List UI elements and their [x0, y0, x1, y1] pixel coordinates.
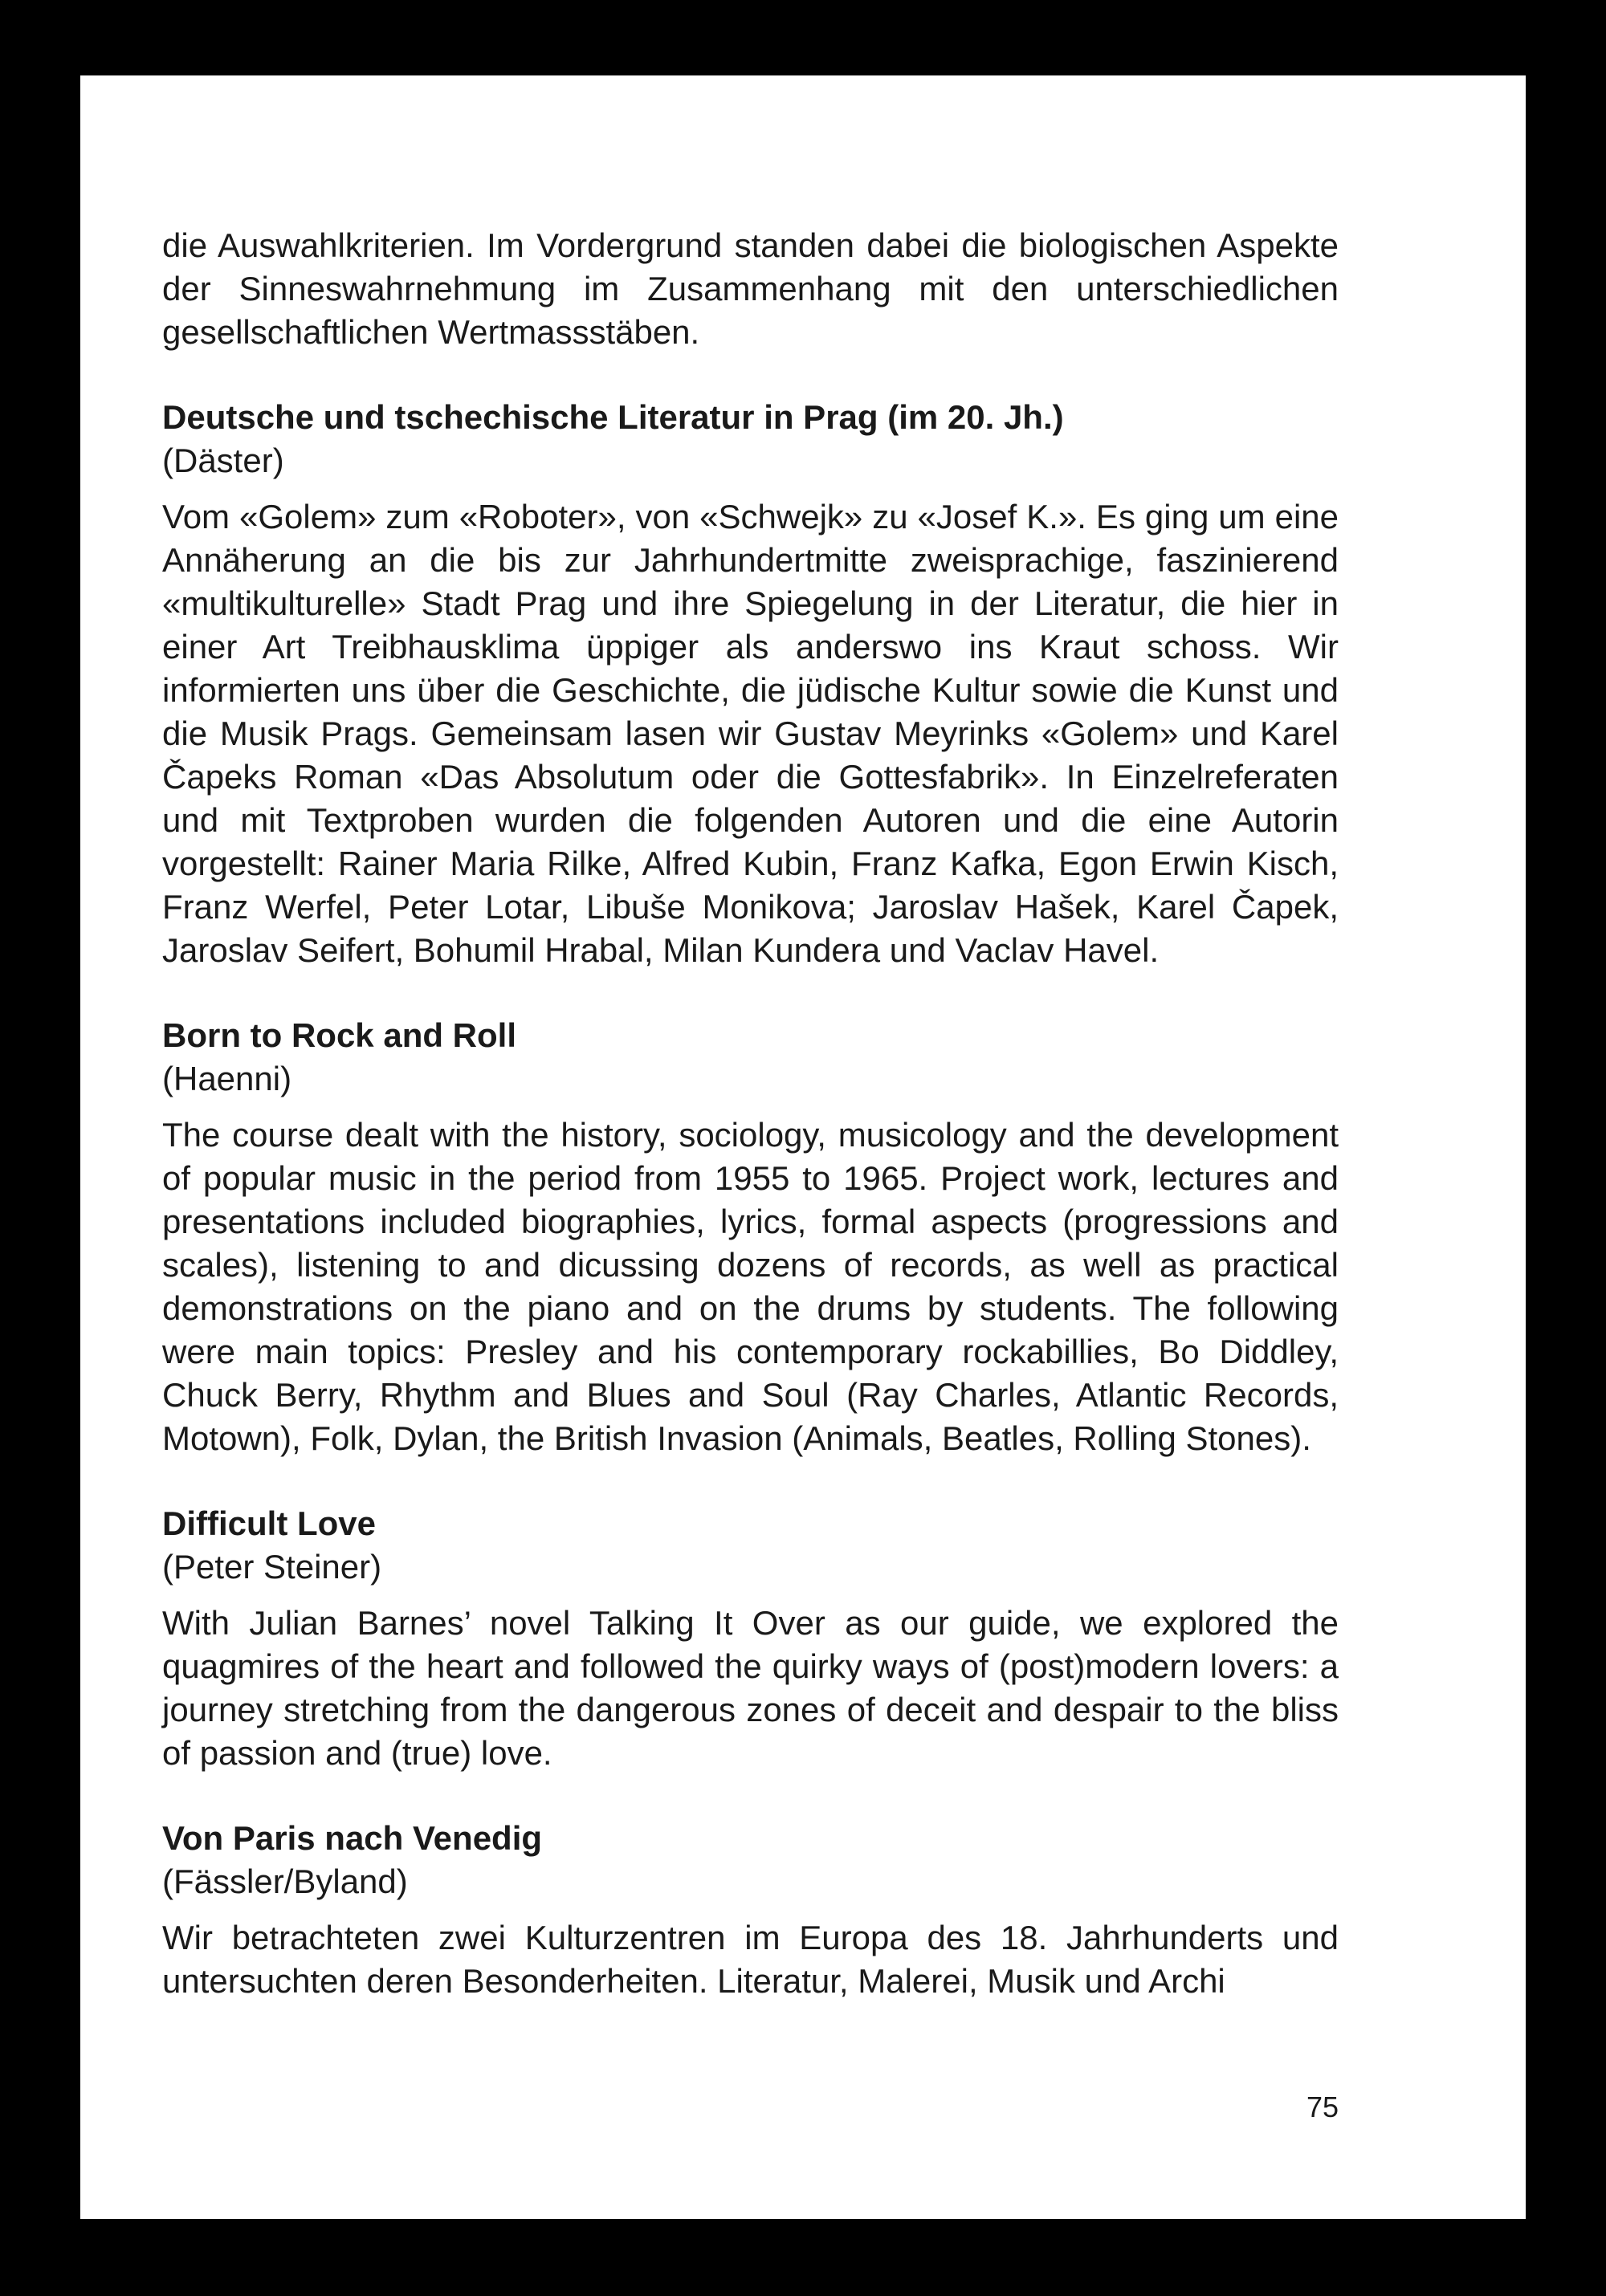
section-paris-venedig	[162, 1817, 1339, 2003]
section-author: (Peter Steiner)	[162, 1548, 382, 1586]
section-body: With Julian Barnes’ novel Talking It Over as our guide, we explored the quagmires of the heart and followed the quirky ways of (post)modern lovers: a journey stretching from the dangerous zones of deceit and despair to the bliss of passion and (true) love.	[162, 1604, 1339, 1772]
document-page	[80, 75, 1526, 2219]
section-difficult-love	[162, 1502, 1339, 1775]
section-title: Born to Rock and Roll	[162, 1016, 516, 1054]
section-title: Von Paris nach Venedig	[162, 1819, 543, 1857]
section-author: (Däster)	[162, 442, 284, 479]
section-rock-and-roll	[162, 1014, 1339, 1460]
page-content	[162, 224, 1339, 2003]
section-author: (Haenni)	[162, 1060, 292, 1097]
section-title: Deutsche und tschechische Literatur in Prag (im 20. Jh.)	[162, 398, 1064, 436]
section-body: Vom «Golem» zum «Roboter», von «Schwejk» zu «Josef K.». Es ging um eine Annäherung an die bis zur Jahrhundertmitte zweisprachige, faszinierend «multikulturelle» Stadt Prag und ihre Spiegelung in der Literatur, die hier in einer Art Treibhausklima üppiger als anderswo ins Kraut schoss. Wir informierten uns über die Geschichte, die jüdische Kultur sowie die Kunst und die Musik Prags. Gemeinsam lasen wir Gustav Meyrinks «Golem» und Karel Čapeks Roman «Das Absolutum oder die Gottesfabrik». In Einzelreferaten und mit Textproben wurden die folgenden Autoren und die eine Autorin vorgestellt: Rainer Maria Rilke, Alfred Kubin, Franz Kafka, Egon Erwin Kisch, Franz Werfel, Peter Lotar, Libuše Monikova; Jaroslav Hašek, Karel Čapek, Jaroslav Seifert, Bohumil Hrabal, Milan Kundera und Vaclav Havel.	[162, 498, 1339, 969]
section-prague-literature	[162, 396, 1339, 972]
section-body: The course dealt with the history, sociology, musicology and the development of popular music in the period from 1955 to 1965. Project work, lectures and presentations included biographies, lyrics, formal aspects (progressions and scales), listening to and dicussing dozens of records, as well as practical demonstrations on the piano and on the drums by students. The following were main topics: Presley and his contemporary rockabillies, Bo Diddley, Chuck Berry, Rhythm and Blues and Soul (Ray Charles, Atlantic Records, Motown), Folk, Dylan, the British Invasion (Animals, Beatles, Rolling Stones).	[162, 1116, 1339, 1457]
intro-paragraph: die Auswahlkriterien. Im Vordergrund standen dabei die biologischen Aspekte der Sinneswahrnehmung im Zusammenhang mit den unterschiedlichen gesellschaftlichen Wertmassstäben.	[162, 226, 1339, 351]
page-number: 75	[1306, 2090, 1339, 2123]
section-body: Wir betrachteten zwei Kulturzentren im Europa des 18. Jahrhunderts und untersuchten deren Besonderheiten. Literatur, Malerei, Musik und Archi	[162, 1919, 1339, 2000]
section-author: (Fässler/Byland)	[162, 1862, 408, 1900]
section-title: Difficult Love	[162, 1504, 377, 1542]
